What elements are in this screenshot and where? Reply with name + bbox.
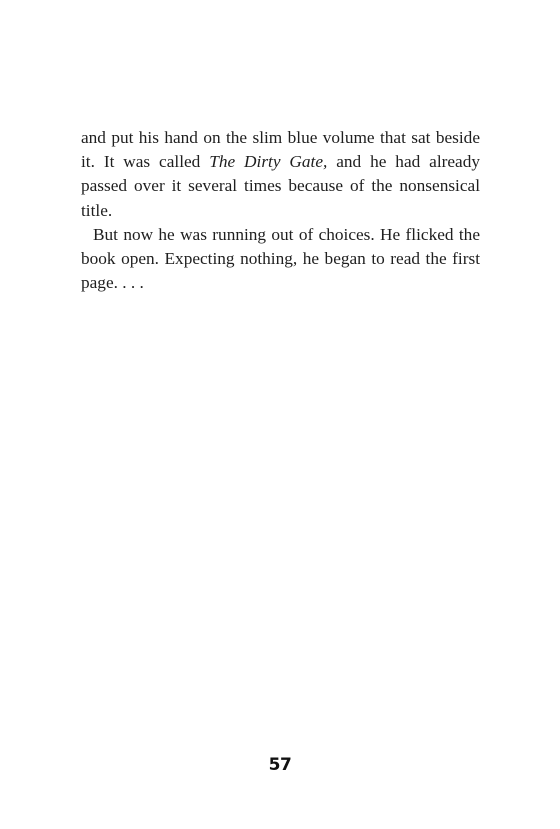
paragraph-1	[81, 126, 480, 223]
book-title-italic: The Dirty Gate,	[209, 152, 328, 172]
paragraph-1-text-before-title: and put his hand on the slim blue volume that sat beside it. It was called	[81, 128, 480, 172]
paragraph-2: But now he was running out of choices. He flicked the book open. Expecting nothing, he began to read the first page. . . .	[81, 224, 480, 293]
book-text	[81, 126, 480, 295]
paragraph-1-text-after-title: and he had already passed over it several times because of the nonsensical title.	[81, 152, 481, 220]
page-number: 57	[268, 755, 292, 775]
